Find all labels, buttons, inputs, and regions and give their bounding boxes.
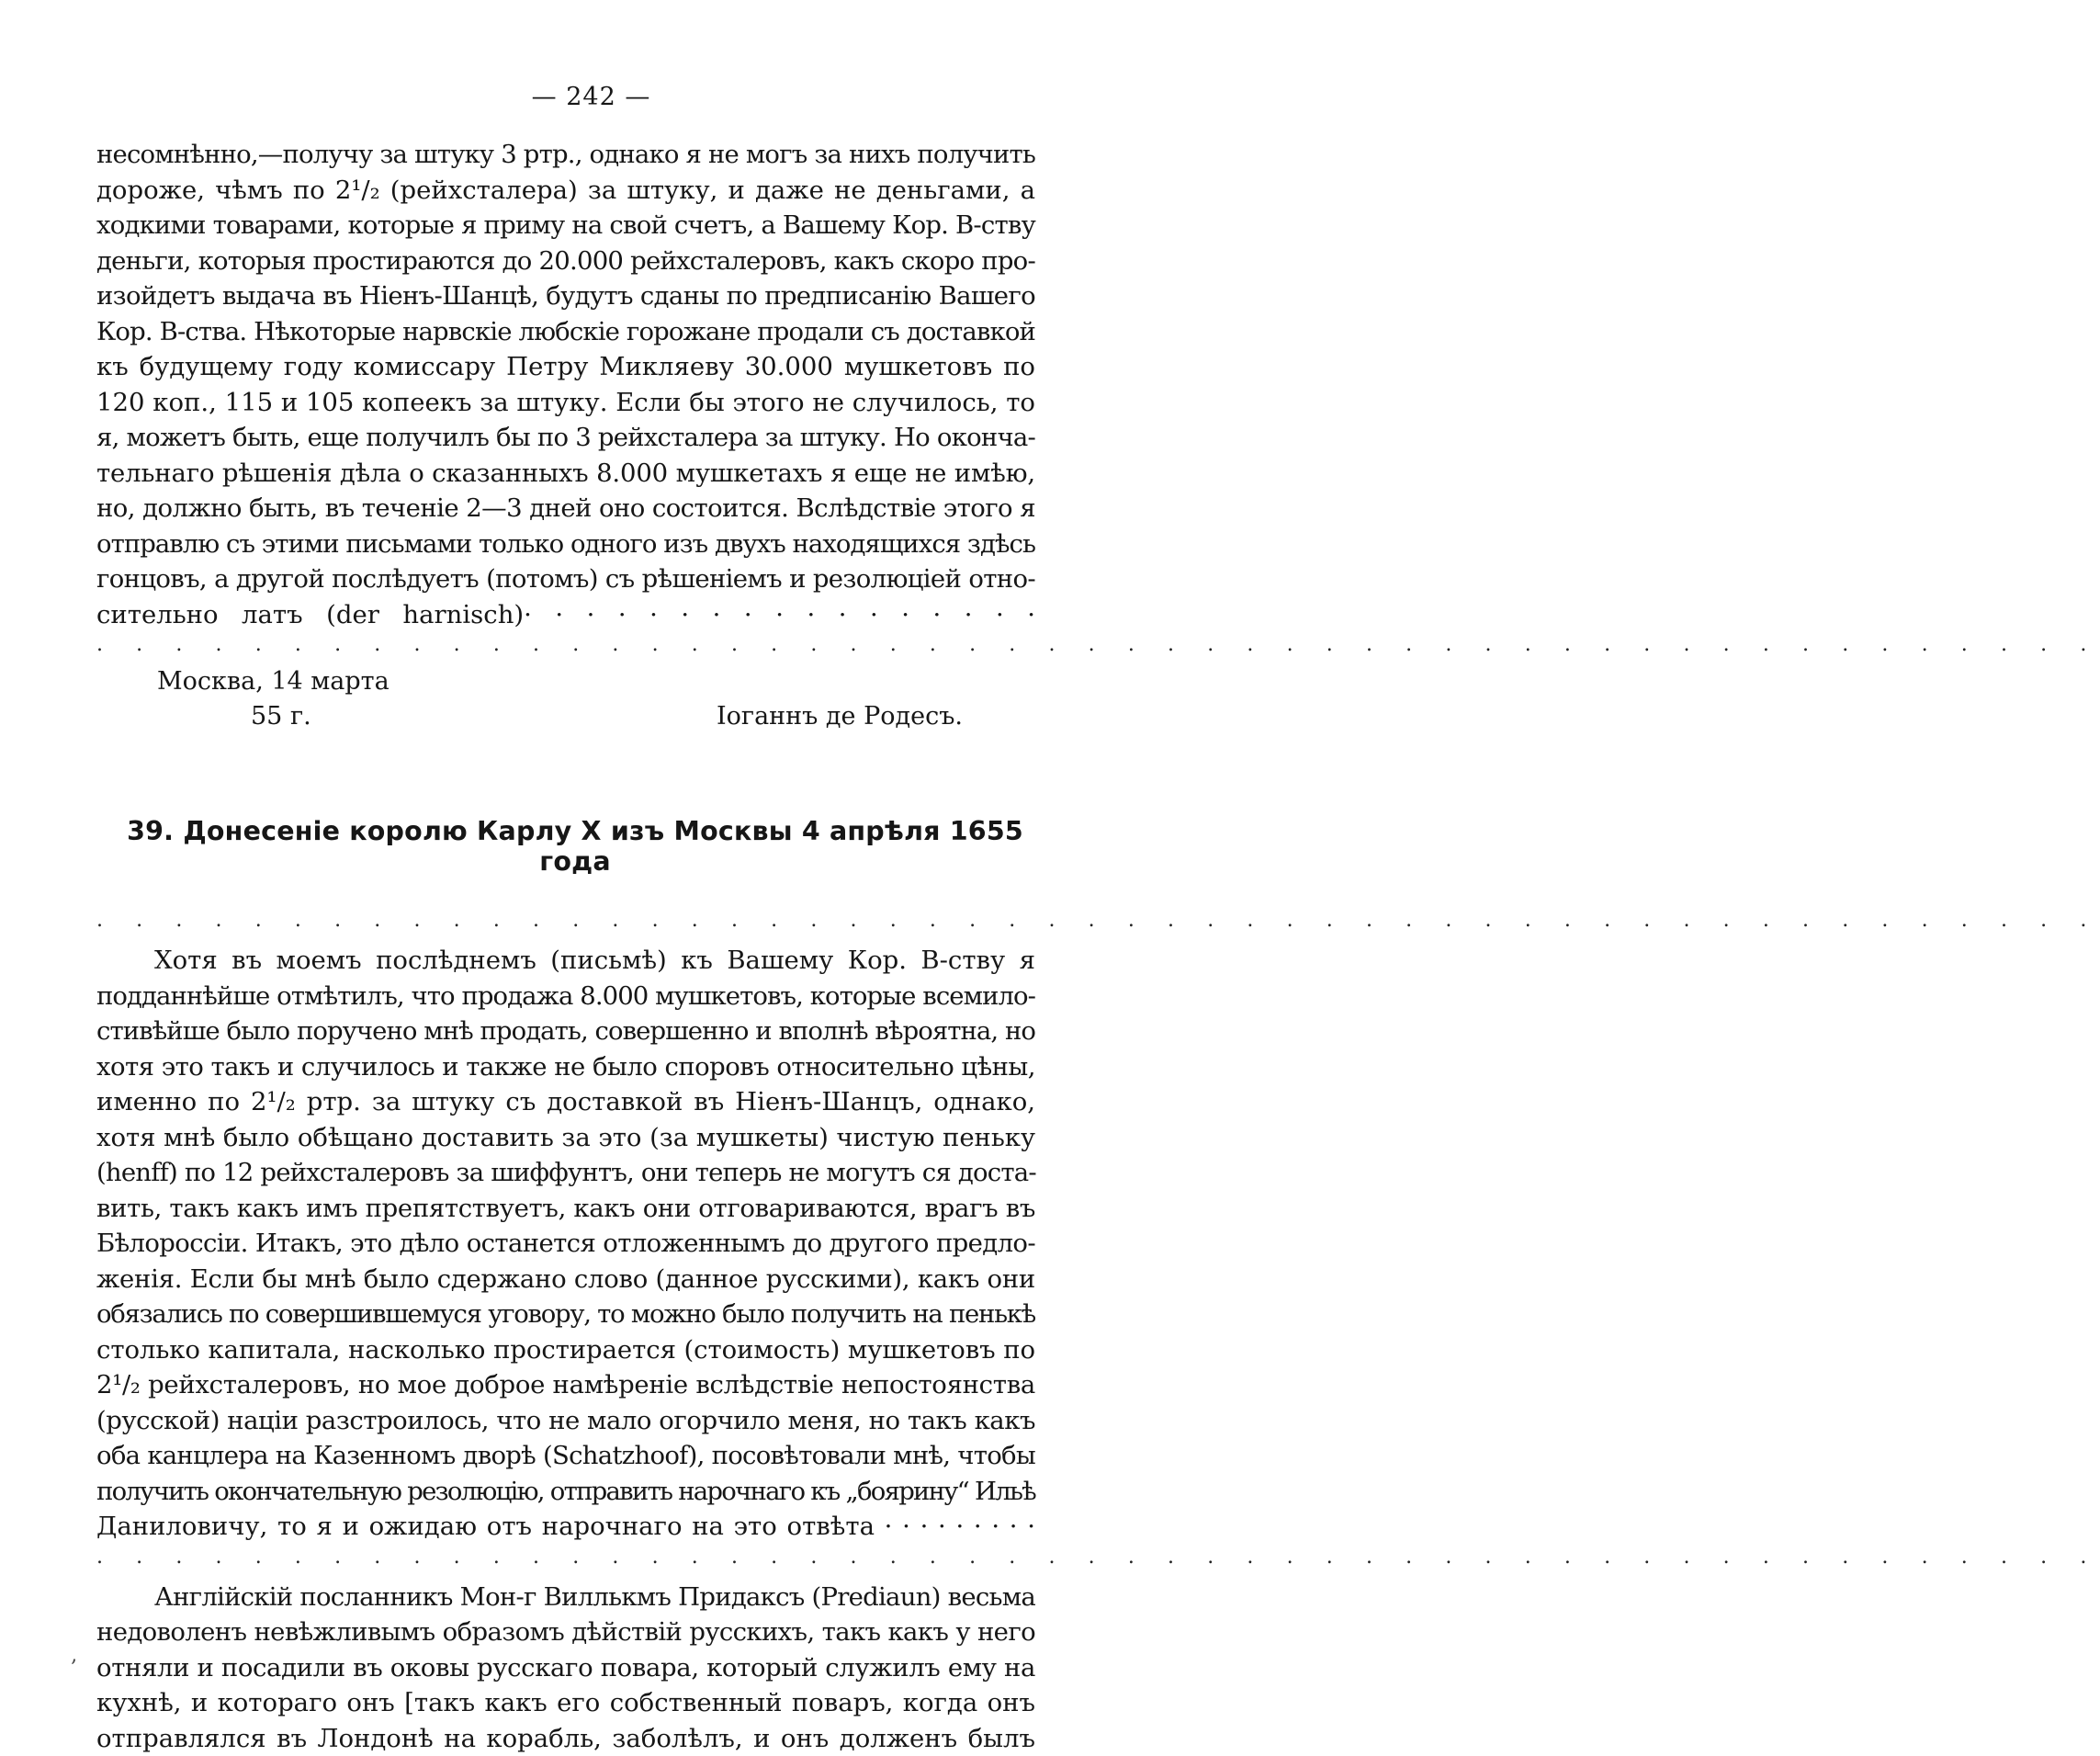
text-line: хотя мнѣ было обѣщано доставить за это (за мушкеты) чистую пеньку (96, 1120, 1035, 1156)
section-heading: 39. Донесенiе королю Карлу X изъ Москвы 4 апрѣля 1655 года (96, 816, 1035, 877)
text-line: получить окончательную резолюцiю, отправить нарочнаго къ „боярину“ Ильѣ (96, 1474, 1035, 1510)
text-line: деньги, которыя простираются до 20.000 рейхсталеровъ, какъ скоро про- (96, 244, 1035, 279)
text-line: изойдетъ выдача въ Нiенъ-Шанцѣ, будутъ сданы по предписанiю Вашего (96, 278, 1035, 314)
text-line: столько капитала, насколько простирается (стоимость) мушкетовъ по (96, 1332, 1035, 1368)
text-line: отняли и посадили въ оковы русскаго повара, который служилъ ему на (96, 1650, 1035, 1686)
text-line: вить, такъ какъ имъ препятствуетъ, какъ они отговариваются, врагъ въ (96, 1191, 1035, 1227)
text-line: Хотя въ моемъ послѣднемъ (письмѣ) къ Вашему Кор. В-ству я (96, 943, 1035, 979)
signature-author: Iоганнъ де Родесъ. (717, 702, 963, 731)
text-line: (русской) нацiи разстроилось, что не мало огорчило меня, но такъ какъ (96, 1403, 1035, 1439)
text-line: отправлялся въ Лондонѣ на корабль, заболѣлъ, и онъ долженъ былъ (96, 1721, 1035, 1756)
text-line: кухнѣ, и котораго онъ [такъ какъ его собственный поваръ, когда онъ (96, 1685, 1035, 1721)
margin-mark: ‚ (71, 1644, 77, 1667)
text-line: 120 коп., 115 и 105 копеекъ за штуку. Если бы этого не случилось, то (96, 385, 1035, 421)
paragraph-continuation (96, 137, 1035, 632)
text-line: несомнѣнно,—получу за штуку 3 ртр., однако я не могъ за нихъ получить (96, 137, 1035, 173)
text-line: женiя. Если бы мнѣ было сдержано слово (данное русскими), какъ они (96, 1262, 1035, 1297)
text-line: сительно латъ (der harnisch)· · · · · · · · · · · · · · · · · (96, 597, 1035, 633)
text-line: (henff) по 12 рейхсталеровъ за шиффунтъ, они теперь не могутъ ся доста- (96, 1155, 1035, 1191)
text-line: Даниловичу, то я и ожидаю отъ нарочнаго на это отвѣта · · · · · · · · · (96, 1509, 1035, 1545)
text-line: гонцовъ, а другой послѣдуетъ (потомъ) съ рѣшенiемъ и резолюцiей отно- (96, 561, 1035, 597)
text-line: Англiйскiй посланникъ Мон-г Виллькмъ Придаксъ (Prediaun) весьма (96, 1580, 1035, 1615)
paragraph-english-envoy (96, 1580, 1035, 1756)
ellipsis-row: . . . . . . . . . . . . . . . . . . . . . . . . . . . . . . . . . . . . . . . . . . . . . . . . . . . (96, 908, 1035, 934)
text-line: хотя это такъ и случилось и также не было споровъ относительно цѣны, (96, 1049, 1035, 1085)
paragraph-main (96, 943, 1035, 1545)
text-line: я, можетъ быть, еще получилъ бы по 3 рейхсталера за штуку. Но оконча- (96, 420, 1035, 456)
text-line: тельнаго рѣшенiя дѣла о сказанныхъ 8.000 мушкетахъ я еще не имѣю, (96, 456, 1035, 492)
text-line: дороже, чѣмъ по 2¹/₂ (рейхсталера) за штуку, и даже не деньгами, а (96, 173, 1035, 209)
text-line: 2¹/₂ рейхсталеровъ, но мое доброе намѣренiе вслѣдствiе непостоянства (96, 1367, 1035, 1403)
text-line: Бѣлороссiи. Итакъ, это дѣло останется отложеннымъ до другого предло- (96, 1226, 1035, 1262)
text-line: отправлю съ этими письмами только одного изъ двухъ находящихся здѣсь (96, 527, 1035, 562)
document-page (96, 83, 1035, 1756)
signature-block (96, 667, 1035, 750)
text-line: ходкими товарами, которые я приму на свой счетъ, а Вашему Кор. В-ству (96, 208, 1035, 244)
text-line: недоволенъ невѣжливымъ образомъ дѣйствiй русскихъ, такъ какъ у него (96, 1614, 1035, 1650)
text-line: обязались по совершившемуся уговору, то можно было получить на пенькѣ (96, 1297, 1035, 1332)
signature-year: 55 г. (251, 702, 311, 731)
page-number: — 242 — (96, 83, 1035, 111)
signature-place-date: Москва, 14 марта (157, 667, 390, 696)
text-line: подданнѣйше отмѣтилъ, что продажа 8.000 мушкетовъ, которые всемило- (96, 979, 1035, 1014)
text-line: именно по 2¹/₂ ртр. за штуку съ доставкой въ Нiенъ-Шанцъ, однако, (96, 1084, 1035, 1120)
text-line: къ будущему году комиссару Петру Микляеву 30.000 мушкетовъ по (96, 349, 1035, 385)
text-line: оба канцлера на Казенномъ дворѣ (Schatzhoof), посовѣтовали мнѣ, чтобы (96, 1438, 1035, 1474)
text-line: стивѣйше было поручено мнѣ продать, совершенно и вполнѣ вѣроятна, но (96, 1014, 1035, 1049)
text-line: Кор. В-ства. Нѣкоторые нарвскiе любскiе горожане продали съ доставкой (96, 314, 1035, 350)
ellipsis-row: . . . . . . . . . . . . . . . . . . . . . . . . . . . . . . . . . . . . . . . . . . . . . . . . . . . (96, 1545, 1035, 1570)
text-line: но, должно быть, въ теченiе 2—3 дней оно состоится. Вслѣдствiе этого я (96, 491, 1035, 527)
ellipsis-row: . . . . . . . . . . . . . . . . . . . . . . . . . . . . . . . . . . . . . . . . . . . . . . . . . . . (96, 632, 1035, 658)
